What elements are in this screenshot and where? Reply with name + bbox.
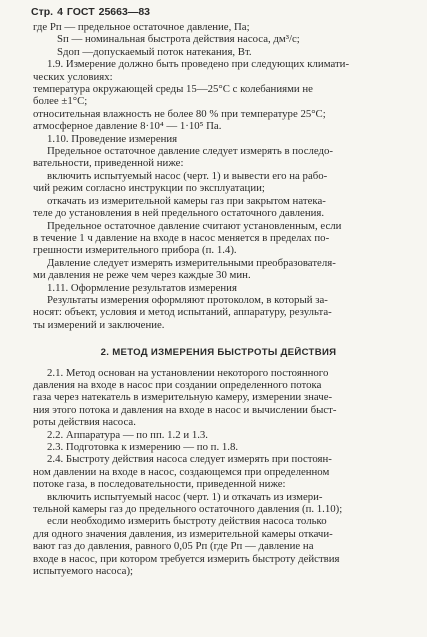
text-line: где Pп — предельное остаточное давление, Па; [33,21,250,33]
text-line: вательности, приведенной ниже: [33,157,184,170]
text-line: роты действия насоса. [33,416,136,429]
text-line: 2.4. Быстроту действия насоса следует измерять при постоян- [47,453,332,466]
text-line: газа через натекатель в измерительную камеру, измерении значе- [33,391,333,404]
text-line: Результаты измерения оформляют протоколом, в который за- [47,293,328,306]
text-line: ты измерений и заключение. [33,318,165,331]
text-line: более ±1°С; [33,95,88,108]
text-line: Sп — номинальная быстрота действия насоса, дм³/с; [57,33,300,46]
text-line: носят: объект, условия и метод испытаний, аппаратуру, результа- [33,306,332,319]
text-line: Давление следует измерять измерительными преобразователя- [47,256,336,269]
text-line: в течение 1 ч давление на входе в насос меняется в пределах по- [33,231,330,244]
text-line: грешности измерительного прибора (п. 1.4). [33,244,237,257]
text-line: 2.2. Аппаратура — по пп. 1.2 и 1.3. [47,428,209,441]
text-line: температура окружающей среды 15—25°С с колебаниями не [33,83,313,96]
page-number: 4 [57,6,63,18]
page-header [31,6,150,18]
text-line: включить испытуемый насос (черт. 1) и откачать из измери- [47,490,323,503]
text-line: 1.10. Проведение измерения [47,132,178,145]
text-line: 1.9. Измерение должно быть проведено при следующих климати- [47,58,350,71]
text-line: включить испытуемый насос (черт. 1) и вывести его на рабо- [47,169,328,182]
text-line: ми давления не реже чем через каждые 30 мин. [33,269,251,282]
text-line: ном давлении на входе в насос, создающемся при определенном [33,465,330,478]
text-line: потоке газа, в последовательности, приведенной ниже: [33,478,286,491]
text-line: давления на входе в насос при создании определенного потока [33,378,322,391]
standard-label: ГОСТ [66,6,95,18]
text-line: ния этого потока и давления на входе в насос и вычислении быст- [33,403,337,416]
text-line: Sдоп —допускаемый поток натекания, Вт. [57,45,252,58]
text-line: 1.11. Оформление результатов измерения [47,281,237,294]
text-line: испытуемого насоса); [33,565,134,578]
text-line: 2.1. Метод основан на установлении некоторого постоянного [47,366,329,379]
text-line: Предельное остаточное давление следует измерять в последо- [47,145,334,158]
text-line: 2.3. Подготовка к измерению — по п. 1.8. [47,441,239,453]
text-line: тельной камеры газ до предельного остаточного давления (п. 1.10); [33,503,343,516]
section-1-text [33,21,404,331]
document-body [33,21,404,577]
spacer [33,331,404,347]
standard-number: 25663—83 [98,6,151,18]
text-line: Предельное остаточное давление считают установленным, если [47,219,342,232]
text-line: откачать из измерительной камеры газ при закрытом натека- [47,194,326,207]
section-2-text [33,367,404,578]
text-line: вают газ до давления, равного 0,05 Pп (где Pп — давление на [33,540,314,553]
text-line: для одного значения давления, из измерительной камеры откачи- [33,527,333,540]
page-prefix: Стр. [31,6,54,18]
text-line: атмосферное давление 8·10⁴ — 1·10⁵ Па. [33,120,222,133]
section-title: 2. МЕТОД ИЗМЕРЕНИЯ БЫСТРОТЫ ДЕЙСТВИЯ [100,347,337,359]
text-line: относительная влажность не более 80 % при температуре 25°С; [33,107,326,120]
text-line: теле до установления в ней предельного остаточного давления. [33,207,325,220]
text-line: если необходимо измерить быстроту действия насоса только [47,515,327,528]
text-line: ческих условиях: [33,70,113,83]
text-line: чий режим согласно инструкции по эксплуатации; [33,182,265,195]
spacer [33,360,404,367]
text-line: входе в насос, при котором требуется измерить быстроту действия [33,552,340,565]
